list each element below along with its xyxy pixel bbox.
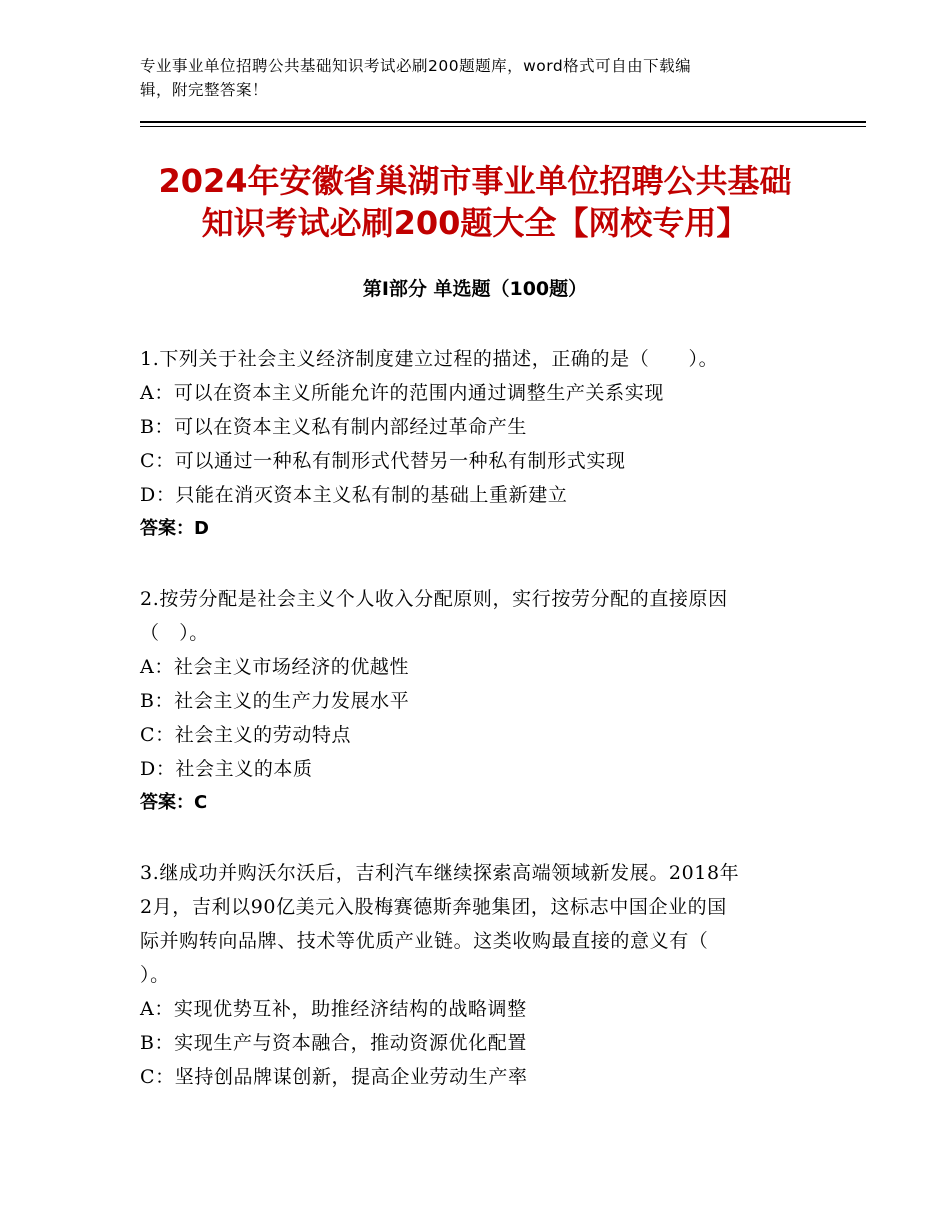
document-title-line-1: 2024年安徽省巢湖市事业单位招聘公共基础 [158, 162, 792, 200]
document-title [110, 160, 840, 244]
question-stem-continued: （ ）。 [140, 622, 209, 644]
question-list [140, 342, 810, 1094]
option-b: B：社会主义的生产力发展水平 [140, 690, 410, 712]
header-rule-thin [140, 126, 866, 127]
section-title: 第Ⅰ部分 单选题（100题） [362, 278, 588, 300]
option-d: D：只能在消灭资本主义私有制的基础上重新建立 [140, 484, 568, 506]
question-gap [140, 820, 810, 856]
question-stem-continued: 际并购转向品牌、技术等优质产业链。这类收购最直接的意义有（ [140, 930, 709, 952]
header-rule-thick [140, 121, 866, 123]
header-note [140, 54, 800, 102]
question-stem-continued: ）。 [140, 964, 170, 986]
option-c: C：可以通过一种私有制形式代替另一种私有制形式实现 [140, 450, 626, 472]
question-gap [140, 546, 810, 582]
answer: 答案：D [140, 518, 209, 539]
question-2 [140, 582, 810, 820]
question-stem-continued: 2月，吉利以90亿美元入股梅赛德斯奔驰集团，这标志中国企业的国 [140, 896, 727, 918]
answer: 答案：C [140, 792, 208, 813]
option-b: B：实现生产与资本融合，推动资源优化配置 [140, 1032, 527, 1054]
question-stem: 1.下列关于社会主义经济制度建立过程的描述，正确的是（ ）。 [140, 348, 719, 370]
header-note-line-2: 辑，附完整答案！ [140, 81, 269, 99]
question-stem: 3.继成功并购沃尔沃后，吉利汽车继续探索高端领域新发展。2018年 [140, 862, 740, 884]
option-b: B：可以在资本主义私有制内部经过革命产生 [140, 416, 527, 438]
option-a: A：实现优势互补，助推经济结构的战略调整 [140, 998, 527, 1020]
option-a: A：社会主义市场经济的优越性 [140, 656, 410, 678]
option-c: C：坚持创品牌谋创新，提高企业劳动生产率 [140, 1066, 528, 1088]
question-stem: 2.按劳分配是社会主义个人收入分配原则，实行按劳分配的直接原因 [140, 588, 728, 610]
option-d: D：社会主义的本质 [140, 758, 313, 780]
question-1 [140, 342, 810, 546]
document-title-line-2: 知识考试必刷200题大全【网校专用】 [201, 204, 749, 242]
option-a: A：可以在资本主义所能允许的范围内通过调整生产关系实现 [140, 382, 664, 404]
header-note-line-1: 专业事业单位招聘公共基础知识考试必刷200题题库，word格式可自由下载编 [140, 57, 692, 75]
option-c: C：社会主义的劳动特点 [140, 724, 352, 746]
question-3 [140, 856, 810, 1094]
